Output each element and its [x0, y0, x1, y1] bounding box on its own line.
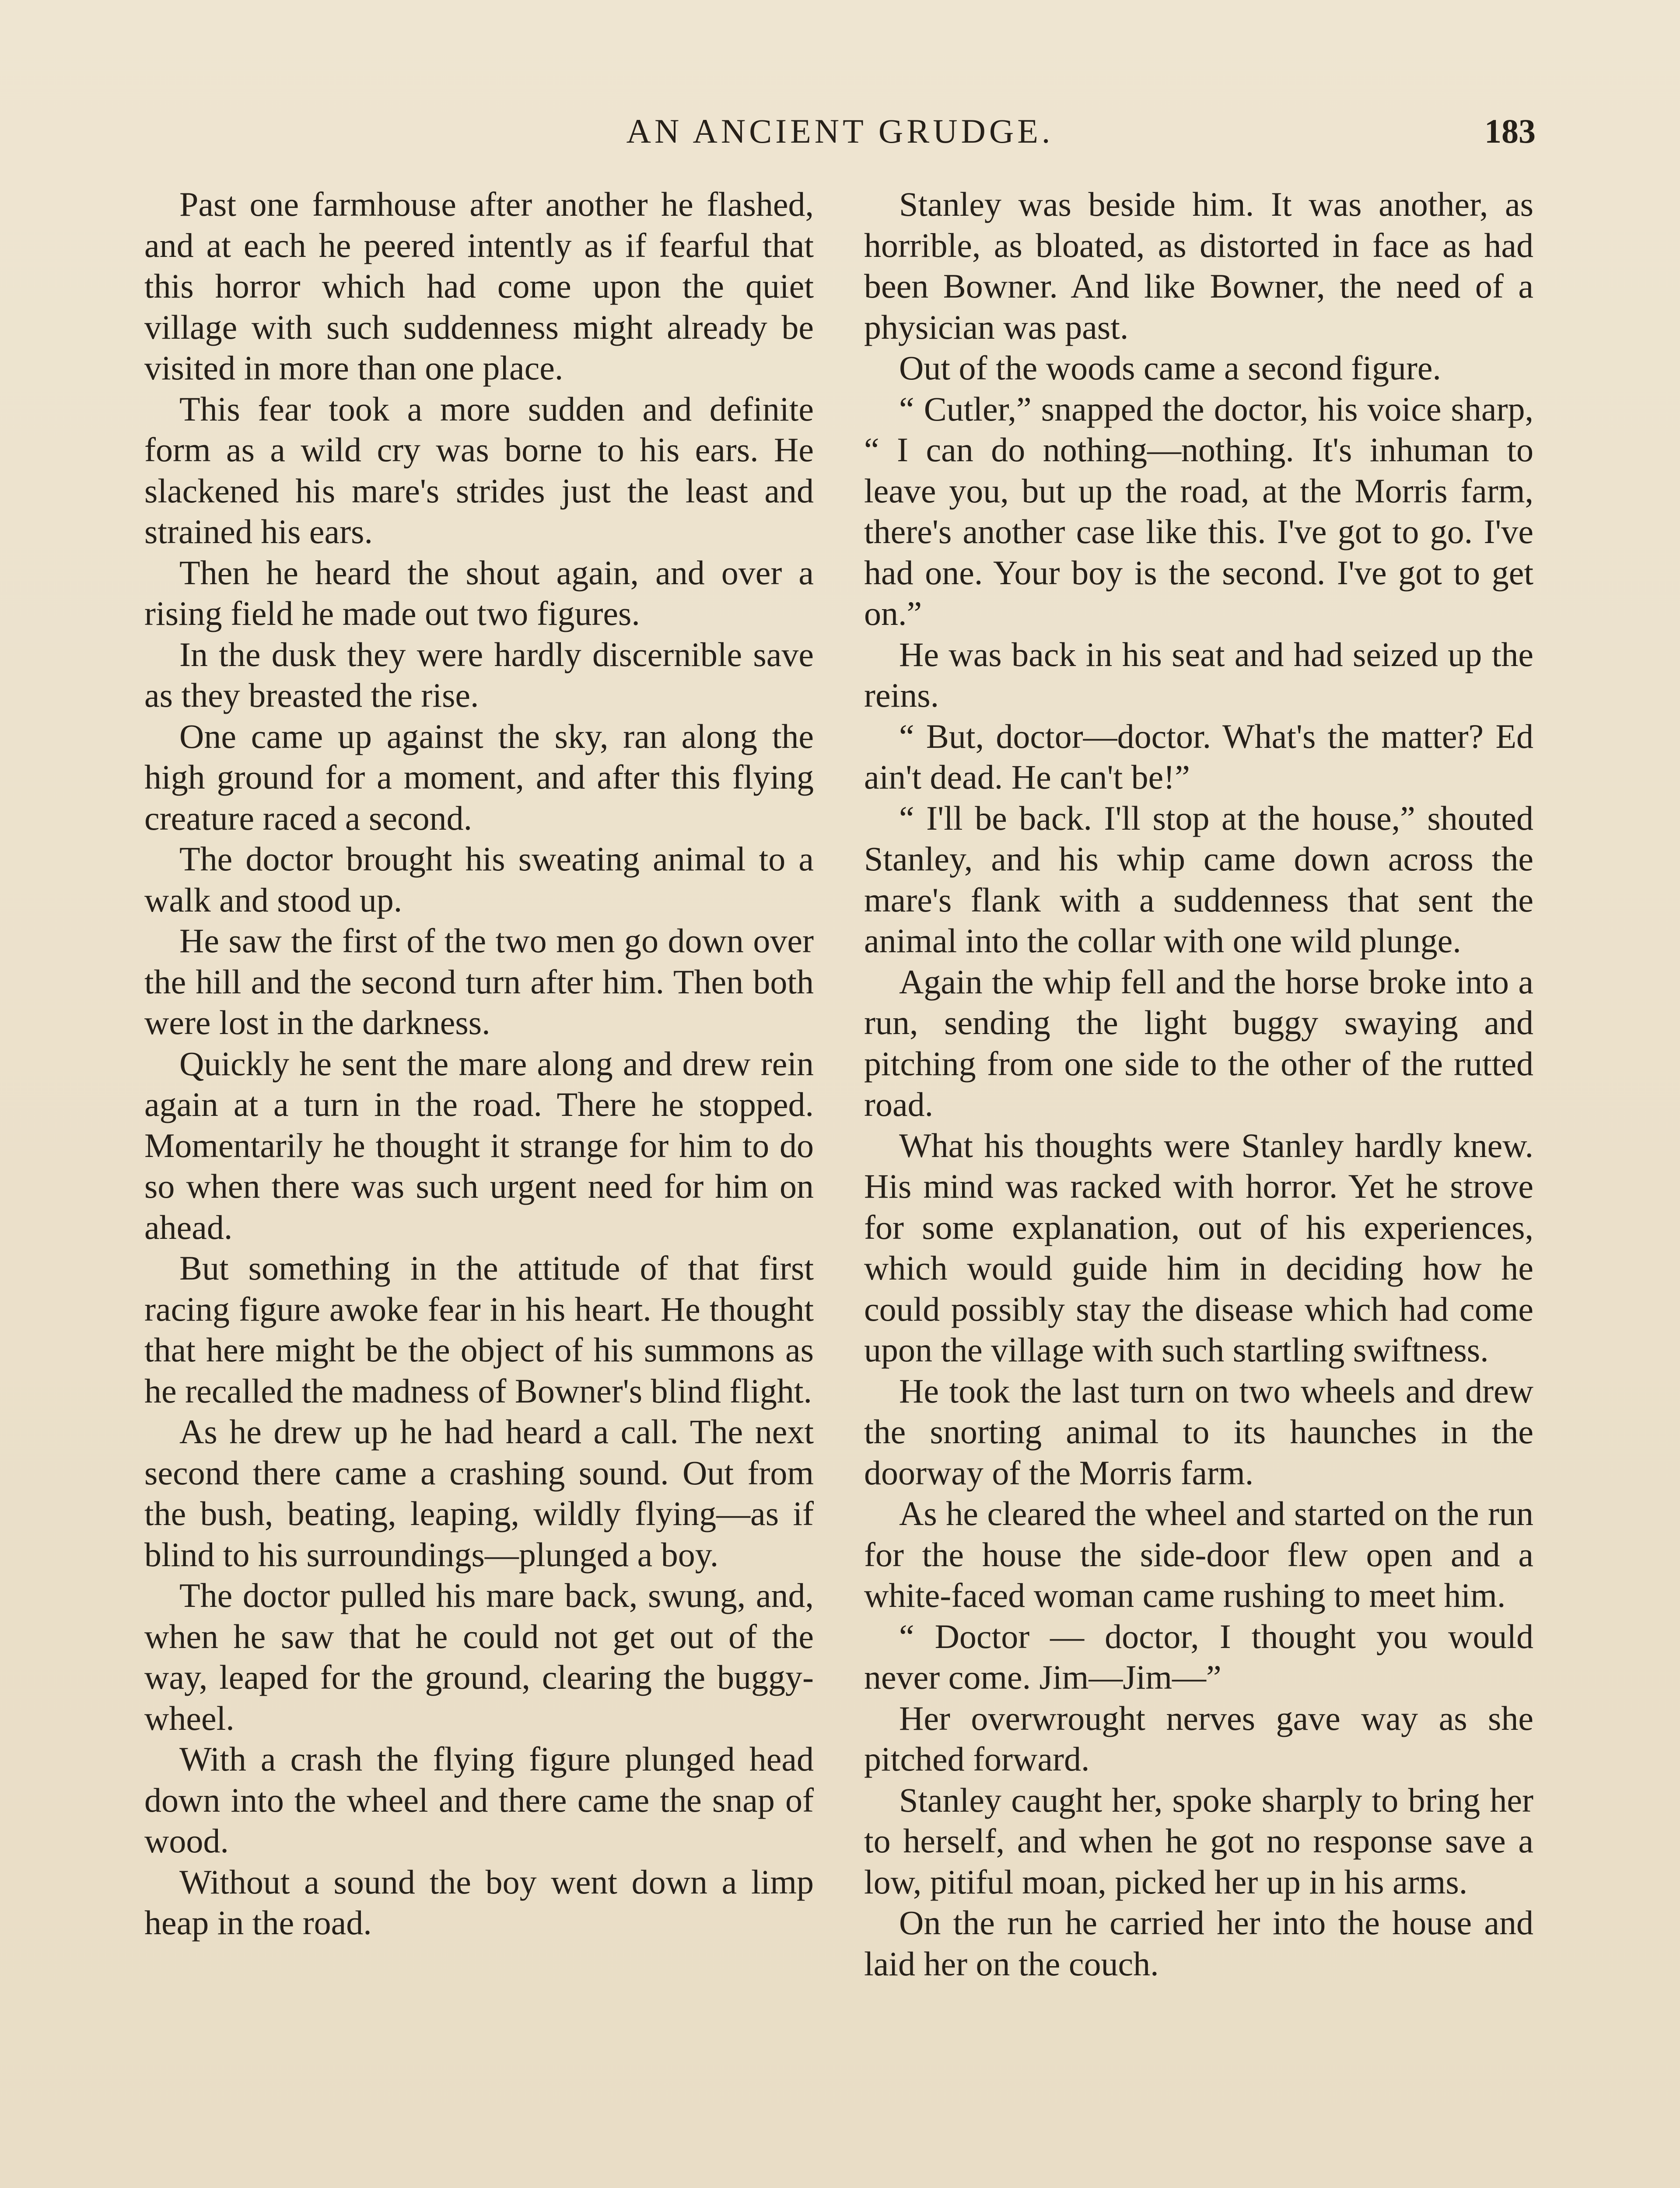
paragraph: Quickly he sent the mare along and drew rein again at a turn in the road. There he stopped. Momentarily he thought it strange for him to do so when there was such urgent need for him on ahead.	[144, 1044, 814, 1246]
paragraph: As he cleared the wheel and started on the run for the house the side-door flew open and a white-faced woman came rushing to meet him.	[864, 1494, 1533, 1614]
paragraph: Stanley caught her, spoke sharply to bring her to herself, and when he got no response save a low, pitiful moan, picked her up in his arms.	[864, 1781, 1533, 1901]
left-column	[144, 184, 814, 1943]
paragraph: This fear took a more sudden and definite form as a wild cry was borne to his ears. He slackened his mare's strides just the least and strained his ears.	[144, 389, 814, 551]
paragraph: With a crash the flying figure plunged head down into the wheel and there came the snap of wood.	[144, 1740, 814, 1860]
paragraph: On the run he carried her into the house and laid her on the couch.	[864, 1904, 1533, 1983]
paragraph: The doctor brought his sweating animal to a walk and stood up.	[144, 840, 814, 919]
paragraph: Then he heard the shout again, and over a rising field he made out two figures.	[144, 553, 814, 632]
paragraph: “ But, doctor—doctor. What's the matter? Ed ain't dead. He can't be!”	[864, 717, 1533, 796]
paragraph: What his thoughts were Stanley hardly knew. His mind was racked with horror. Yet he strove for some explanation, out of his experiences, which would guide him in deciding how he could possibly stay the disease which had come upon the village with such startling swiftness.	[864, 1126, 1533, 1369]
paragraph: Again the whip fell and the horse broke into a run, sending the light buggy swaying and pitching from one side to the other of the rutted road.	[864, 962, 1533, 1123]
paragraph: Past one farmhouse after another he flashed, and at each he peered intently as if fearful that this horror which had come upon the quiet village with such suddenness might already be visited in more than one place.	[144, 185, 814, 387]
paragraph: In the dusk they were hardly discernible save as they breasted the rise.	[144, 635, 814, 714]
paragraph: “ Doctor — doctor, I thought you would never come. Jim—Jim—”	[864, 1617, 1533, 1696]
page-number: 183	[1484, 112, 1536, 150]
paragraph: “ Cutler,” snapped the doctor, his voice sharp, “ I can do nothing—nothing. It's inhuman to leave you, but up the road, at the Morris farm, there's another case like this. I've got to go. I've had one. Your boy is the second. I've got to get on.”	[864, 389, 1533, 632]
paragraph: Out of the woods came a second figure.	[899, 349, 1441, 387]
paragraph: He saw the first of the two men go down over the hill and the second turn after him. Then both were lost in the darkness.	[144, 922, 814, 1041]
paragraph: He was back in his seat and had seized up the reins.	[864, 635, 1533, 714]
paragraph: But something in the attitude of that first racing figure awoke fear in his heart. He thought that here might be the object of his summons as he recalled the madness of Bowner's blind flight.	[144, 1249, 814, 1410]
paragraph: “ I'll be back. I'll stop at the house,” shouted Stanley, and his whip came down across the mare's flank with a suddenness that sent the animal into the collar with one wild plunge.	[864, 799, 1533, 960]
running-head: AN ANCIENT GRUDGE.	[626, 112, 1054, 150]
paragraph: The doctor pulled his mare back, swung, and, when he saw that he could not get out of the way, leaped for the ground, clearing the buggy-wheel.	[144, 1576, 814, 1737]
paragraph: One came up against the sky, ran along the high ground for a moment, and after this flying creature raced a second.	[144, 717, 814, 837]
page-header	[144, 103, 1536, 160]
paragraph: He took the last turn on two wheels and drew the snorting animal to its haunches in the doorway of the Morris farm.	[864, 1371, 1533, 1492]
paragraph: As he drew up he had heard a call. The next second there came a crashing sound. Out from the bush, beating, leaping, wildly flying—as if blind to his surroundings—plunged a boy.	[144, 1413, 814, 1574]
right-column	[864, 184, 1533, 1984]
paragraph: Without a sound the boy went down a limp heap in the road.	[144, 1862, 814, 1942]
paragraph: Her overwrought nerves gave way as she pitched forward.	[864, 1699, 1533, 1778]
paragraph: Stanley was beside him. It was another, as horrible, as bloated, as distorted in face as had been Bowner. And like Bowner, the need of a physician was past.	[864, 185, 1533, 346]
